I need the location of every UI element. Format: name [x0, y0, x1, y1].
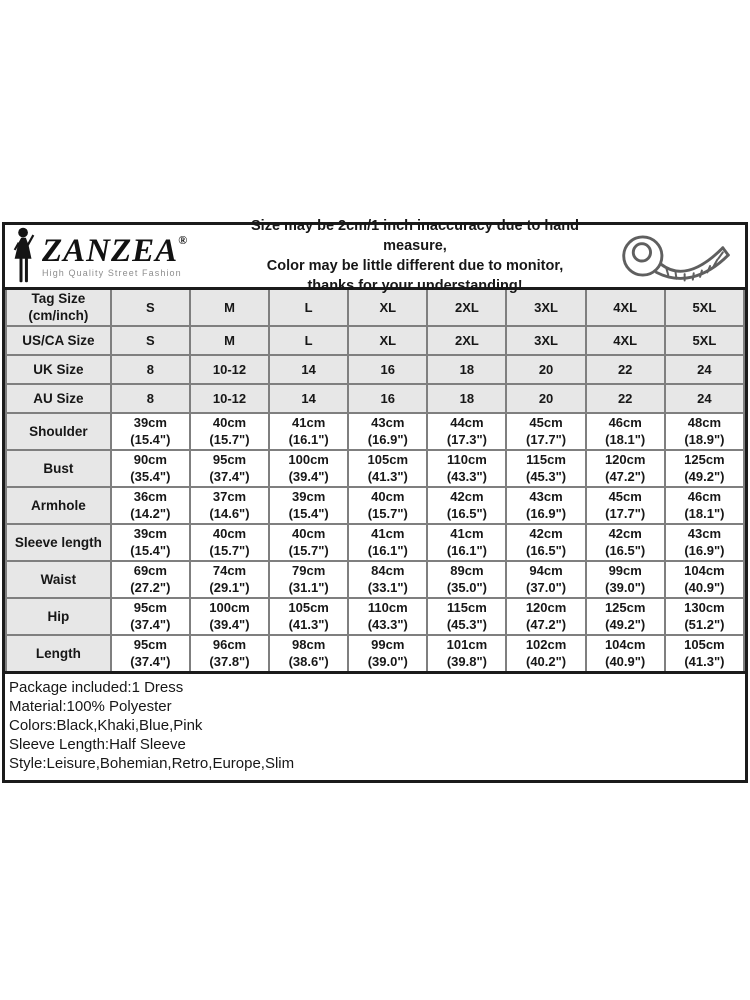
tag-size-header [6, 289, 111, 327]
measure-cell-text: (40.9") [605, 653, 646, 669]
measure-cell [348, 524, 427, 561]
row-label [6, 561, 111, 598]
tag-size-header-text: (cm/inch) [28, 307, 89, 323]
measure-cell-text: (35.0") [446, 579, 487, 595]
measure-cell [586, 487, 665, 524]
measure-cell [506, 524, 585, 561]
tag-size-header-text: Tag Size [31, 291, 86, 306]
measure-cell [190, 635, 269, 673]
measure-cell-text: (40.9") [684, 579, 725, 595]
measure-cell-text: (15.7") [288, 542, 329, 558]
measure-cell [269, 524, 348, 561]
row-label [6, 413, 111, 450]
measure-cell-text: 46cm [687, 489, 721, 504]
size-cell-text: 24 [697, 362, 712, 377]
brand-wordmark: ZANZEA [42, 232, 179, 269]
size-column-header-text: 3XL [534, 300, 558, 315]
measure-cell-text: (45.3") [525, 468, 567, 484]
size-cell [111, 355, 190, 384]
measure-cell-text: (41.3") [367, 468, 408, 484]
size-chart-panel [2, 218, 748, 783]
size-column-header [111, 289, 190, 327]
size-cell [348, 355, 427, 384]
measure-cell [665, 487, 744, 524]
measure-cell [427, 561, 506, 598]
measure-cell-text: (18.9") [684, 431, 725, 447]
size-cell [427, 355, 506, 384]
size-cell [506, 355, 585, 384]
size-cell [586, 384, 665, 413]
measure-cell [506, 561, 585, 598]
table-row [6, 524, 744, 561]
measure-cell-text: (15.7") [209, 542, 250, 558]
measure-cell-text: 115cm [447, 600, 487, 615]
measure-cell-text: 110cm [367, 600, 408, 615]
measure-cell [111, 487, 190, 524]
measure-cell-text: (41.3") [684, 653, 725, 669]
measure-cell-text: 104cm [684, 563, 725, 578]
size-column-header-text: 4XL [613, 300, 638, 315]
size-cell-text: S [146, 333, 155, 348]
measure-cell [348, 598, 427, 635]
measure-cell-text: 130cm [684, 600, 725, 615]
measure-cell-text: 100cm [288, 452, 329, 467]
size-cell-text: 22 [617, 362, 633, 377]
measure-cell-text: 95cm [133, 637, 167, 652]
measure-cell-text: 39cm [292, 489, 326, 504]
row-label-text: AU Size [33, 391, 84, 406]
size-cell-text: 22 [617, 391, 633, 406]
measure-cell-text: (14.2") [130, 505, 171, 521]
measure-cell-text: (31.1") [288, 579, 329, 595]
measure-cell [665, 524, 744, 561]
measure-cell-text: (18.1") [605, 431, 646, 447]
disclaimer-line-1: Size may be 2cm/1 inch inaccuracy due to hand measure, [251, 218, 579, 254]
size-cell [190, 355, 269, 384]
measure-cell [506, 598, 585, 635]
measure-cell-text: 43cm [529, 489, 563, 504]
measure-cell-text: 41cm [371, 526, 405, 541]
size-column-header-text: S [146, 300, 155, 315]
row-label-text: Bust [43, 461, 74, 476]
table-row [6, 326, 744, 355]
woman-silhouette-icon [9, 227, 39, 285]
size-cell-text: 20 [538, 391, 554, 406]
size-cell [348, 326, 427, 355]
table-row [6, 355, 744, 384]
measure-cell [506, 487, 585, 524]
size-cell-text: 4XL [613, 333, 638, 348]
registered-mark: ® [178, 232, 189, 247]
measure-cell-text: (29.1") [209, 579, 250, 595]
size-cell [506, 384, 585, 413]
measure-cell [665, 598, 744, 635]
measure-cell [111, 635, 190, 673]
measure-cell-text: 101cm [446, 637, 488, 652]
detail-line: Style:Leisure,Bohemian,Retro,Europe,Slim [9, 755, 295, 772]
measure-cell [586, 561, 665, 598]
measure-cell-text: (37.4") [130, 616, 171, 632]
measure-cell-text: 42cm [450, 489, 484, 504]
size-cell-text: L [304, 333, 313, 348]
measure-cell [586, 413, 665, 450]
row-label-text: Length [35, 646, 81, 661]
measure-cell [269, 413, 348, 450]
table-row [6, 450, 744, 487]
size-cell-text: 3XL [534, 333, 558, 348]
measure-cell-text: (37.8") [209, 653, 250, 669]
measure-cell-text: (16.9") [367, 431, 408, 447]
measure-cell-text: (49.2") [605, 616, 646, 632]
measure-cell-text: (18.1") [684, 505, 725, 521]
measure-cell [586, 524, 665, 561]
measure-cell-text: (16.9") [684, 542, 725, 558]
row-label-text: Armhole [31, 498, 86, 513]
size-cell [427, 384, 506, 413]
row-label-text: UK Size [33, 362, 84, 377]
measure-cell-text: (27.2") [130, 579, 171, 595]
size-cell-text: 8 [146, 362, 154, 377]
measure-cell-text: 105cm [288, 600, 329, 615]
measure-cell-text: (45.3") [446, 616, 487, 632]
measure-cell [506, 450, 585, 487]
table-row [6, 635, 744, 673]
measure-cell-text: 120cm [525, 600, 567, 615]
measure-cell-text: 99cm [608, 563, 642, 578]
row-label [6, 635, 111, 673]
row-label-text: Waist [40, 572, 77, 587]
measure-cell-text: (49.2") [684, 468, 725, 484]
measure-cell-text: (14.6") [209, 505, 250, 521]
size-cell [111, 326, 190, 355]
table-row [6, 413, 744, 450]
measure-cell-text: 42cm [529, 526, 563, 541]
measure-cell-text: (51.2") [684, 616, 725, 632]
size-column-header [665, 289, 744, 327]
size-cell-text: 16 [380, 391, 395, 406]
measure-cell-text: 40cm [371, 489, 405, 504]
measure-cell-text: (43.3") [446, 468, 487, 484]
measure-cell-text: 96cm [212, 637, 247, 652]
row-label [6, 326, 111, 355]
row-label [6, 487, 111, 524]
measure-cell [348, 450, 427, 487]
size-cell-text: 14 [301, 391, 316, 406]
measure-cell-text: 46cm [608, 415, 642, 430]
measure-cell-text: (16.5") [525, 542, 567, 558]
measure-cell [269, 598, 348, 635]
row-label-text: Sleeve length [14, 535, 102, 550]
row-label-text: US/CA Size [22, 333, 95, 348]
measure-cell-text: (16.5") [605, 542, 646, 558]
measure-cell-text: 74cm [212, 563, 247, 578]
measure-cell-text: (37.4") [209, 468, 250, 484]
measure-cell [269, 487, 348, 524]
measure-cell [427, 413, 506, 450]
size-cell [665, 384, 744, 413]
measure-cell [427, 487, 506, 524]
measure-cell-text: 45cm [529, 415, 563, 430]
size-cell [427, 326, 506, 355]
measure-cell-text: (39.8") [446, 653, 487, 669]
table-row [6, 598, 744, 635]
detail-line: Colors:Black,Khaki,Blue,Pink [9, 717, 203, 734]
measure-cell-text: 104cm [604, 637, 646, 652]
measure-cell [586, 598, 665, 635]
detail-line: Package included:1 Dress [9, 679, 184, 696]
measure-cell-text: 39cm [133, 415, 167, 430]
size-cell [269, 355, 348, 384]
size-disclaimer [227, 216, 603, 296]
detail-line: Sleeve Length:Half Sleeve [9, 736, 186, 753]
measure-cell [665, 635, 744, 673]
brand-logo [9, 227, 227, 285]
measure-cell-text: (16.5") [446, 505, 487, 521]
row-label [6, 450, 111, 487]
measure-cell-text: 120cm [604, 452, 646, 467]
size-cell-text: 16 [380, 362, 395, 377]
measure-cell [427, 524, 506, 561]
measure-cell [427, 635, 506, 673]
size-cell [348, 384, 427, 413]
measure-cell [427, 598, 506, 635]
measure-cell [111, 561, 190, 598]
size-cell-text: 10-12 [212, 362, 247, 377]
measure-cell-text: 100cm [209, 600, 250, 615]
row-label [6, 524, 111, 561]
measure-cell-text: 95cm [212, 452, 247, 467]
measure-cell-text: 89cm [450, 563, 484, 578]
measure-cell-text: 41cm [450, 526, 484, 541]
measure-cell-text: (15.4") [130, 542, 171, 558]
measure-cell-text: (40.2") [525, 653, 567, 669]
measure-cell-text: 125cm [604, 600, 646, 615]
size-cell-text: 14 [301, 362, 316, 377]
size-column-header-text: 2XL [454, 300, 479, 315]
row-label [6, 598, 111, 635]
size-cell-text: 18 [459, 362, 475, 377]
size-cell [269, 384, 348, 413]
size-cell [190, 326, 269, 355]
measure-cell-text: 43cm [687, 526, 721, 541]
measure-cell [269, 561, 348, 598]
measure-cell-text: 40cm [212, 415, 247, 430]
measure-cell-text: 48cm [687, 415, 721, 430]
measure-cell-text: (39.0") [605, 579, 646, 595]
size-cell [190, 384, 269, 413]
measure-cell-text: (35.4") [130, 468, 171, 484]
measure-cell [586, 450, 665, 487]
disclaimer-line-2: Color may be little different due to monitor, [266, 258, 564, 274]
size-cell-text: 18 [459, 391, 475, 406]
measure-cell [348, 487, 427, 524]
measure-cell-text: (15.4") [130, 431, 171, 447]
brand-name [42, 232, 189, 269]
measure-cell-text: 95cm [133, 600, 167, 615]
measure-cell [111, 598, 190, 635]
size-cell-text: 2XL [454, 333, 479, 348]
brand-text-block [42, 232, 189, 278]
measure-cell-text: 105cm [684, 637, 725, 652]
size-column-header-text: XL [379, 300, 397, 315]
size-column-header-text: L [304, 300, 313, 315]
measure-cell [269, 450, 348, 487]
size-cell-text: 24 [697, 391, 712, 406]
measure-cell-text: (43.3") [367, 616, 408, 632]
disclaimer-line-3: thanks for your understanding! [307, 278, 523, 294]
measure-cell-text: 36cm [133, 489, 167, 504]
header-band [5, 218, 745, 294]
measure-cell-text: (39.4") [209, 616, 250, 632]
row-label [6, 384, 111, 413]
measure-cell-text: 69cm [133, 563, 167, 578]
measure-cell-text: (38.6") [288, 653, 329, 669]
measure-cell-text: (41.3") [288, 616, 329, 632]
measure-cell-text: (16.9") [525, 505, 567, 521]
measure-cell-text: (17.3") [446, 431, 487, 447]
measure-cell-text: (39.4") [288, 468, 329, 484]
measure-cell-text: (15.7") [209, 431, 250, 447]
table-row [6, 384, 744, 413]
measure-cell-text: 45cm [608, 489, 642, 504]
size-cell [665, 355, 744, 384]
size-cell-text: 10-12 [212, 391, 247, 406]
size-cell-text: 20 [538, 362, 554, 377]
measure-cell-text: (17.7") [525, 431, 567, 447]
measure-cell [190, 450, 269, 487]
size-cell [586, 326, 665, 355]
size-cell [269, 326, 348, 355]
size-cell-text: 8 [146, 391, 154, 406]
measure-cell-text: (37.0") [525, 579, 567, 595]
measure-cell-text: (16.1") [367, 542, 408, 558]
measure-cell-text: 115cm [526, 452, 566, 467]
measuring-tape-icon [603, 226, 739, 286]
measure-cell-text: 43cm [371, 415, 405, 430]
measure-cell-text: 94cm [529, 563, 563, 578]
row-label-text: Shoulder [29, 424, 88, 439]
measure-cell [190, 561, 269, 598]
measure-cell [348, 561, 427, 598]
measure-cell [111, 524, 190, 561]
measure-cell-text: (33.1") [367, 579, 408, 595]
measure-cell [665, 450, 744, 487]
measure-cell-text: 37cm [212, 489, 247, 504]
measure-cell-text: 40cm [212, 526, 247, 541]
measure-cell [190, 413, 269, 450]
size-cell-text: M [224, 333, 235, 348]
measure-cell-text: (15.4") [288, 505, 329, 521]
measure-cell [586, 635, 665, 673]
measure-cell [190, 487, 269, 524]
measure-cell [665, 413, 744, 450]
measure-cell-text: (37.4") [130, 653, 171, 669]
size-cell-text: XL [379, 333, 397, 348]
measure-cell [348, 635, 427, 673]
measure-cell [190, 598, 269, 635]
product-details [5, 674, 745, 780]
measure-cell [269, 635, 348, 673]
measure-cell [111, 450, 190, 487]
measure-cell-text: 98cm [292, 637, 326, 652]
measure-cell-text: 41cm [292, 415, 326, 430]
size-cell [506, 326, 585, 355]
size-column-header-text: M [224, 300, 235, 315]
measure-cell-text: 42cm [608, 526, 642, 541]
measure-cell [506, 635, 585, 673]
measure-cell-text: 40cm [292, 526, 326, 541]
measure-cell-text: 125cm [684, 452, 725, 467]
size-cell [111, 384, 190, 413]
size-table [5, 287, 745, 674]
measure-cell-text: 102cm [525, 637, 567, 652]
size-cell [586, 355, 665, 384]
brand-tagline: High Quality Street Fashion [42, 267, 182, 278]
measure-cell [427, 450, 506, 487]
measure-cell-text: (47.2") [605, 468, 646, 484]
measure-cell [506, 413, 585, 450]
size-cell [665, 326, 744, 355]
measure-cell-text: (17.7") [605, 505, 646, 521]
measure-cell [111, 413, 190, 450]
measure-cell [665, 561, 744, 598]
table-row [6, 487, 744, 524]
measure-cell-text: 110cm [447, 452, 487, 467]
measure-cell [348, 413, 427, 450]
measure-cell-text: (16.1") [446, 542, 487, 558]
measure-cell-text: 44cm [450, 415, 484, 430]
measure-cell-text: (39.0") [367, 653, 408, 669]
measure-cell-text: 79cm [292, 563, 326, 578]
detail-line: Material:100% Polyester [9, 698, 172, 715]
measure-cell-text: (16.1") [288, 431, 329, 447]
measure-cell-text: 105cm [367, 452, 409, 467]
measure-cell-text: (15.7") [367, 505, 408, 521]
measure-cell-text: 84cm [371, 563, 405, 578]
size-cell-text: 5XL [692, 333, 717, 348]
row-label [6, 355, 111, 384]
measure-cell-text: 90cm [133, 452, 167, 467]
measure-cell-text: (47.2") [525, 616, 567, 632]
table-row [6, 561, 744, 598]
measure-cell-text: 99cm [371, 637, 405, 652]
measure-cell-text: 39cm [133, 526, 167, 541]
measure-cell [190, 524, 269, 561]
row-label-text: Hip [47, 609, 70, 624]
size-column-header-text: 5XL [692, 300, 717, 315]
